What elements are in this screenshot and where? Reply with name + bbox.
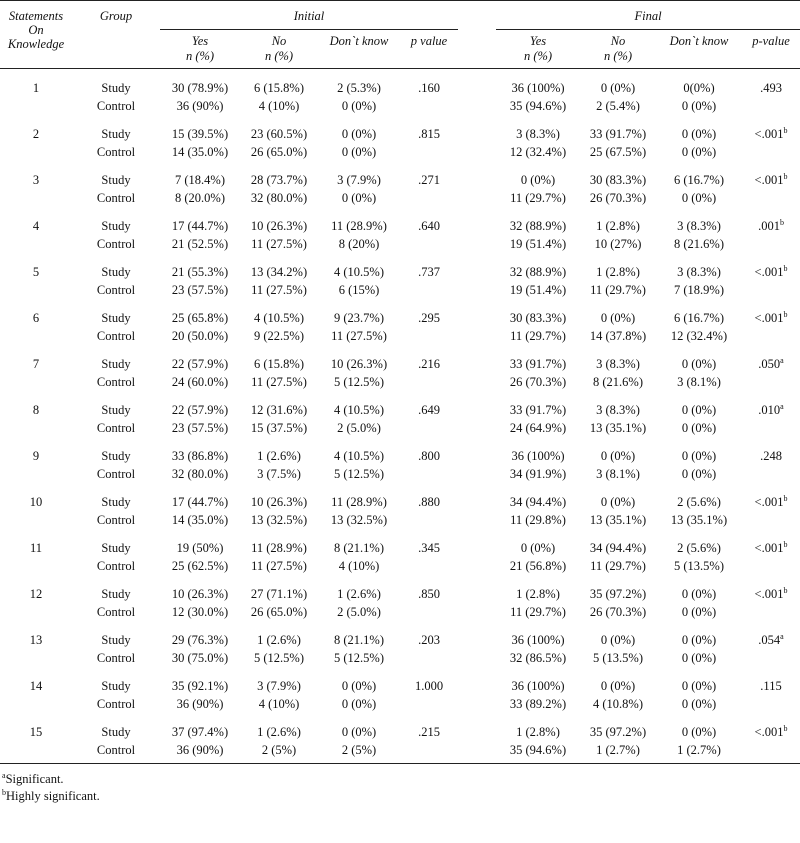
p-value-initial: .216	[418, 357, 440, 371]
final-cell: 11 (29.7%)	[590, 559, 646, 573]
initial-cell: 17 (44.7%)	[171, 219, 229, 233]
final-cell: 0 (0%)	[681, 191, 717, 205]
final-cell: 0 (0%)	[681, 357, 717, 371]
group-label: Study	[101, 265, 131, 279]
p-value-initial: .271	[418, 173, 440, 187]
statement-number: 8	[32, 403, 40, 417]
initial-cell: 10 (26.3%)	[330, 357, 388, 371]
group-label: Study	[101, 357, 131, 371]
final-cell: 34 (94.4%)	[509, 495, 567, 509]
final-cell: 0 (0%)	[520, 541, 556, 555]
initial-cell: 32 (80.0%)	[171, 467, 229, 481]
final-cell: 14 (37.8%)	[589, 329, 647, 343]
final-cell: 3 (8.3%)	[677, 265, 721, 279]
group-label: Study	[101, 449, 131, 463]
col-statements-header: Statements On Knowledge	[7, 9, 65, 51]
initial-header: Initial	[160, 1, 458, 30]
initial-cell: 4 (10.5%)	[254, 311, 304, 325]
p-value-initial: .640	[418, 219, 440, 233]
final-cell: 35 (94.6%)	[509, 99, 567, 113]
p-value-final: <.001$^b$	[754, 539, 788, 555]
final-cell: 0 (0%)	[681, 145, 717, 159]
final-cell: 2 (5.6%)	[677, 541, 721, 555]
final-cell: 35 (97.2%)	[589, 725, 647, 739]
initial-cell: 2 (5%)	[341, 743, 377, 757]
p-value-initial: .160	[418, 81, 440, 95]
group-label: Study	[101, 541, 131, 555]
final-cell: 0 (0%)	[681, 651, 717, 665]
initial-cell: 15 (37.5%)	[250, 421, 308, 435]
initial-cell: 11 (27.5%)	[251, 559, 307, 573]
statement-number: 13	[29, 633, 43, 647]
p-value-initial: .815	[418, 127, 440, 141]
final-cell: 33 (91.7%)	[509, 403, 567, 417]
final-cell: 2 (5.6%)	[677, 495, 721, 509]
initial-cell: 22 (57.9%)	[171, 357, 229, 371]
final-cell: 1 (2.7%)	[677, 743, 721, 757]
p-value-final: .115	[760, 679, 782, 693]
p-value-final: .248	[760, 449, 782, 463]
initial-cell: 36 (90%)	[176, 743, 224, 757]
initial-cell: 3 (7.9%)	[337, 173, 381, 187]
final-cell: 0 (0%)	[681, 403, 717, 417]
final-cell: 30 (83.3%)	[589, 173, 647, 187]
final-cell: 36 (100%)	[511, 679, 565, 693]
final-cell: 6 (16.7%)	[674, 311, 724, 325]
final-cell: 0 (0%)	[600, 449, 636, 463]
initial-cell: 4 (10.5%)	[334, 403, 384, 417]
initial-cell: 11 (27.5%)	[251, 375, 307, 389]
final-cell: 34 (91.9%)	[509, 467, 567, 481]
initial-cell: 8 (21.1%)	[334, 633, 384, 647]
table-row	[0, 115, 800, 143]
initial-dontknow-header: Don`t know	[329, 34, 389, 48]
p-value-final: .054$^a$	[758, 631, 784, 647]
p-value-final: <.001$^b$	[754, 263, 788, 279]
group-label: Control	[96, 329, 136, 343]
p-value-final: .001$^b$	[758, 217, 784, 233]
final-cell: 7 (18.9%)	[674, 283, 724, 297]
group-label: Control	[96, 651, 136, 665]
final-cell: 19 (51.4%)	[509, 283, 567, 297]
initial-cell: 26 (65.0%)	[250, 605, 308, 619]
initial-cell: 2 (5.3%)	[337, 81, 381, 95]
final-cell: 12 (32.4%)	[509, 145, 567, 159]
final-cell: 10 (27%)	[594, 237, 642, 251]
group-label: Control	[96, 743, 136, 757]
group-label: Study	[101, 587, 131, 601]
final-cell: 3 (8.3%)	[677, 219, 721, 233]
group-label: Study	[101, 173, 131, 187]
final-cell: 8 (21.6%)	[593, 375, 643, 389]
final-cell: 3 (8.1%)	[596, 467, 640, 481]
final-cell: 32 (88.9%)	[509, 265, 567, 279]
p-value-initial: .737	[418, 265, 440, 279]
group-label: Study	[101, 219, 131, 233]
final-cell: 0 (0%)	[681, 449, 717, 463]
final-cell: 0 (0%)	[600, 81, 636, 95]
p-value-initial: .215	[418, 725, 440, 739]
group-label: Study	[101, 633, 131, 647]
initial-cell: 12 (31.6%)	[250, 403, 308, 417]
initial-cell: 5 (12.5%)	[334, 467, 384, 481]
p-value-final: .493	[760, 81, 782, 95]
final-cell: 33 (91.7%)	[509, 357, 567, 371]
group-label: Control	[96, 145, 136, 159]
statement-number: 5	[32, 265, 40, 279]
table-row	[0, 69, 800, 98]
statement-number: 12	[29, 587, 43, 601]
initial-cell: 8 (21.1%)	[334, 541, 384, 555]
statement-number: 10	[29, 495, 43, 509]
statement-number: 15	[29, 725, 43, 739]
initial-cell: 30 (75.0%)	[171, 651, 229, 665]
final-cell: 13 (35.1%)	[589, 421, 647, 435]
group-label: Study	[101, 311, 131, 325]
p-value-final: .010$^a$	[758, 401, 784, 417]
initial-cell: 4 (10%)	[258, 99, 300, 113]
footnote-a: $^a$Significant.	[2, 770, 64, 786]
group-label: Control	[96, 559, 136, 573]
initial-cell: 4 (10.5%)	[334, 265, 384, 279]
final-cell: 5 (13.5%)	[674, 559, 724, 573]
initial-cell: 3 (7.5%)	[257, 467, 301, 481]
initial-cell: 6 (15.8%)	[254, 357, 304, 371]
final-cell: 13 (35.1%)	[670, 513, 728, 527]
p-value-initial: .800	[418, 449, 440, 463]
final-cell: 0 (0%)	[681, 725, 717, 739]
table-row	[0, 621, 800, 649]
group-label: Control	[96, 283, 136, 297]
table-row	[0, 713, 800, 741]
initial-cell: 14 (35.0%)	[171, 145, 229, 159]
p-value-final: <.001$^b$	[754, 723, 788, 739]
initial-cell: 4 (10%)	[258, 697, 300, 711]
final-cell: 0(0%)	[683, 81, 715, 95]
statement-number: 9	[32, 449, 40, 463]
col-group-header: Group	[99, 9, 133, 23]
group-label: Study	[101, 679, 131, 693]
initial-cell: 10 (26.3%)	[250, 495, 308, 509]
group-label: Control	[96, 375, 136, 389]
table-row	[0, 667, 800, 695]
initial-cell: 11 (27.5%)	[331, 329, 387, 343]
final-cell: 0 (0%)	[600, 679, 636, 693]
final-cell: 0 (0%)	[681, 421, 717, 435]
group-label: Control	[96, 421, 136, 435]
initial-cell: 21 (52.5%)	[171, 237, 229, 251]
footnote-b: $^b$Highly significant.	[2, 787, 100, 803]
final-cell: 11 (29.7%)	[590, 283, 646, 297]
p-value-initial: .880	[418, 495, 440, 509]
final-cell: 3 (8.3%)	[596, 403, 640, 417]
table-row	[0, 161, 800, 189]
statement-number: 3	[32, 173, 40, 187]
initial-cell: 33 (86.8%)	[171, 449, 229, 463]
statement-number: 4	[32, 219, 40, 233]
final-cell: 0 (0%)	[681, 587, 717, 601]
initial-cell: 9 (22.5%)	[254, 329, 304, 343]
initial-cell: 26 (65.0%)	[250, 145, 308, 159]
initial-cell: 19 (50%)	[176, 541, 224, 555]
initial-cell: 5 (12.5%)	[334, 651, 384, 665]
initial-cell: 21 (55.3%)	[171, 265, 229, 279]
initial-cell: 24 (60.0%)	[171, 375, 229, 389]
final-cell: 26 (70.3%)	[589, 191, 647, 205]
statement-number: 11	[29, 541, 43, 555]
initial-cell: 13 (32.5%)	[250, 513, 308, 527]
initial-cell: 0 (0%)	[341, 191, 377, 205]
statement-number: 14	[29, 679, 43, 693]
initial-cell: 3 (7.9%)	[257, 679, 301, 693]
p-value-final: <.001$^b$	[754, 493, 788, 509]
initial-cell: 20 (50.0%)	[171, 329, 229, 343]
final-cell: 0 (0%)	[600, 633, 636, 647]
final-cell: 25 (67.5%)	[589, 145, 647, 159]
initial-cell: 35 (92.1%)	[171, 679, 229, 693]
initial-cell: 2 (5.0%)	[337, 605, 381, 619]
final-cell: 19 (51.4%)	[509, 237, 567, 251]
group-label: Control	[96, 467, 136, 481]
final-cell: 1 (2.8%)	[596, 219, 640, 233]
initial-no-header: No n (%)	[264, 34, 294, 63]
initial-yes-header: Yes n (%)	[185, 34, 215, 63]
p-value-initial: .345	[418, 541, 440, 555]
final-cell: 3 (8.1%)	[677, 375, 721, 389]
final-cell: 0 (0%)	[600, 311, 636, 325]
final-cell: 33 (89.2%)	[509, 697, 567, 711]
table-row	[0, 345, 800, 373]
initial-cell: 1 (2.6%)	[257, 725, 301, 739]
initial-cell: 7 (18.4%)	[175, 173, 225, 187]
initial-cell: 6 (15%)	[338, 283, 380, 297]
final-cell: 1 (2.7%)	[596, 743, 640, 757]
final-cell: 0 (0%)	[600, 495, 636, 509]
initial-cell: 10 (26.3%)	[171, 587, 229, 601]
final-cell: 8 (21.6%)	[674, 237, 724, 251]
initial-cell: 37 (97.4%)	[171, 725, 229, 739]
initial-cell: 11 (28.9%)	[251, 541, 307, 555]
final-cell: 35 (97.2%)	[589, 587, 647, 601]
initial-cell: 0 (0%)	[341, 145, 377, 159]
final-cell: 5 (13.5%)	[593, 651, 643, 665]
initial-cell: 12 (30.0%)	[171, 605, 229, 619]
final-cell: 13 (35.1%)	[589, 513, 647, 527]
initial-cell: 27 (71.1%)	[250, 587, 308, 601]
initial-cell: 11 (28.9%)	[331, 219, 387, 233]
final-cell: 34 (94.4%)	[589, 541, 647, 555]
initial-cell: 23 (57.5%)	[171, 283, 229, 297]
initial-cell: 25 (62.5%)	[171, 559, 229, 573]
initial-cell: 4 (10.5%)	[334, 449, 384, 463]
initial-cell: 14 (35.0%)	[171, 513, 229, 527]
final-cell: 0 (0%)	[681, 605, 717, 619]
final-cell: 1 (2.8%)	[516, 725, 560, 739]
p-value-final: <.001$^b$	[754, 585, 788, 601]
final-cell: 36 (100%)	[511, 81, 565, 95]
final-yes-header: Yes n (%)	[523, 34, 553, 63]
final-cell: 1 (2.8%)	[596, 265, 640, 279]
table-row	[0, 483, 800, 511]
initial-cell: 0 (0%)	[341, 679, 377, 693]
initial-cell: 23 (57.5%)	[171, 421, 229, 435]
initial-cell: 6 (15.8%)	[254, 81, 304, 95]
statement-number: 6	[32, 311, 40, 325]
p-value-final: .050$^a$	[758, 355, 784, 371]
final-cell: 12 (32.4%)	[670, 329, 728, 343]
final-cell: 11 (29.8%)	[510, 513, 566, 527]
initial-cell: 28 (73.7%)	[250, 173, 308, 187]
initial-cell: 2 (5%)	[261, 743, 297, 757]
final-cell: 33 (91.7%)	[589, 127, 647, 141]
table-row	[0, 529, 800, 557]
initial-cell: 17 (44.7%)	[171, 495, 229, 509]
p-value-final: <.001$^b$	[754, 171, 788, 187]
initial-cell: 1 (2.6%)	[337, 587, 381, 601]
final-pvalue-header: p-value	[752, 34, 790, 48]
initial-cell: 4 (10%)	[338, 559, 380, 573]
p-value-initial: .649	[418, 403, 440, 417]
group-label: Study	[101, 127, 131, 141]
initial-cell: 0 (0%)	[341, 127, 377, 141]
final-cell: 0 (0%)	[681, 633, 717, 647]
initial-cell: 13 (34.2%)	[250, 265, 308, 279]
final-cell: 24 (64.9%)	[509, 421, 567, 435]
group-label: Study	[101, 403, 131, 417]
final-cell: 11 (29.7%)	[510, 605, 566, 619]
final-cell: 3 (8.3%)	[596, 357, 640, 371]
final-cell: 36 (100%)	[511, 449, 565, 463]
final-cell: 36 (100%)	[511, 633, 565, 647]
final-cell: 11 (29.7%)	[510, 329, 566, 343]
initial-cell: 22 (57.9%)	[171, 403, 229, 417]
statement-number: 1	[32, 81, 40, 95]
group-label: Control	[96, 697, 136, 711]
initial-cell: 5 (12.5%)	[334, 375, 384, 389]
initial-cell: 8 (20%)	[338, 237, 380, 251]
initial-cell: 8 (20.0%)	[175, 191, 225, 205]
group-label: Control	[96, 99, 136, 113]
table-row	[0, 253, 800, 281]
statement-number: 7	[32, 357, 40, 371]
final-cell: 32 (88.9%)	[509, 219, 567, 233]
final-dontknow-header: Don`t know	[669, 34, 729, 48]
initial-cell: 1 (2.6%)	[257, 449, 301, 463]
final-cell: 21 (56.8%)	[509, 559, 567, 573]
initial-cell: 0 (0%)	[341, 725, 377, 739]
final-cell: 4 (10.8%)	[593, 697, 643, 711]
final-cell: 30 (83.3%)	[509, 311, 567, 325]
initial-cell: 11 (28.9%)	[331, 495, 387, 509]
final-cell: 26 (70.3%)	[589, 605, 647, 619]
final-no-header: No n (%)	[603, 34, 633, 63]
final-cell: 0 (0%)	[681, 467, 717, 481]
table-row	[0, 299, 800, 327]
initial-cell: 25 (65.8%)	[171, 311, 229, 325]
initial-cell: 9 (23.7%)	[334, 311, 384, 325]
p-value-initial: 1.000	[414, 679, 444, 693]
initial-cell: 0 (0%)	[341, 697, 377, 711]
group-label: Study	[101, 725, 131, 739]
p-value-initial: .850	[418, 587, 440, 601]
initial-pvalue-header: p value	[410, 34, 448, 48]
p-value-initial: .203	[418, 633, 440, 647]
initial-cell: 2 (5.0%)	[337, 421, 381, 435]
final-cell: 2 (5.4%)	[596, 99, 640, 113]
p-value-initial: .295	[418, 311, 440, 325]
initial-cell: 36 (90%)	[176, 99, 224, 113]
initial-cell: 0 (0%)	[341, 99, 377, 113]
final-cell: 6 (16.7%)	[674, 173, 724, 187]
final-cell: 26 (70.3%)	[509, 375, 567, 389]
final-cell: 0 (0%)	[681, 697, 717, 711]
initial-cell: 15 (39.5%)	[171, 127, 229, 141]
initial-cell: 1 (2.6%)	[257, 633, 301, 647]
p-value-final: <.001$^b$	[754, 309, 788, 325]
group-label: Control	[96, 513, 136, 527]
initial-cell: 10 (26.3%)	[250, 219, 308, 233]
initial-cell: 11 (27.5%)	[251, 237, 307, 251]
final-header: Final	[496, 1, 800, 30]
initial-cell: 36 (90%)	[176, 697, 224, 711]
table-row	[0, 207, 800, 235]
initial-cell: 30 (78.9%)	[171, 81, 229, 95]
group-label: Control	[96, 237, 136, 251]
table-row	[0, 575, 800, 603]
initial-cell: 5 (12.5%)	[254, 651, 304, 665]
final-cell: 11 (29.7%)	[510, 191, 566, 205]
final-cell: 32 (86.5%)	[509, 651, 567, 665]
group-label: Study	[101, 495, 131, 509]
group-label: Study	[101, 81, 131, 95]
final-cell: 0 (0%)	[681, 99, 717, 113]
final-cell: 35 (94.6%)	[509, 743, 567, 757]
initial-cell: 13 (32.5%)	[330, 513, 388, 527]
group-label: Control	[96, 605, 136, 619]
table-footnotes	[0, 771, 800, 805]
final-cell: 0 (0%)	[520, 173, 556, 187]
final-cell: 3 (8.3%)	[516, 127, 560, 141]
final-cell: 0 (0%)	[681, 127, 717, 141]
initial-cell: 32 (80.0%)	[250, 191, 308, 205]
table-row	[0, 437, 800, 465]
initial-cell: 23 (60.5%)	[250, 127, 308, 141]
table-row	[0, 391, 800, 419]
p-value-final: <.001$^b$	[754, 125, 788, 141]
final-cell: 0 (0%)	[681, 679, 717, 693]
group-label: Control	[96, 191, 136, 205]
statement-number: 2	[32, 127, 40, 141]
initial-cell: 29 (76.3%)	[171, 633, 229, 647]
final-cell: 1 (2.8%)	[516, 587, 560, 601]
initial-cell: 11 (27.5%)	[251, 283, 307, 297]
